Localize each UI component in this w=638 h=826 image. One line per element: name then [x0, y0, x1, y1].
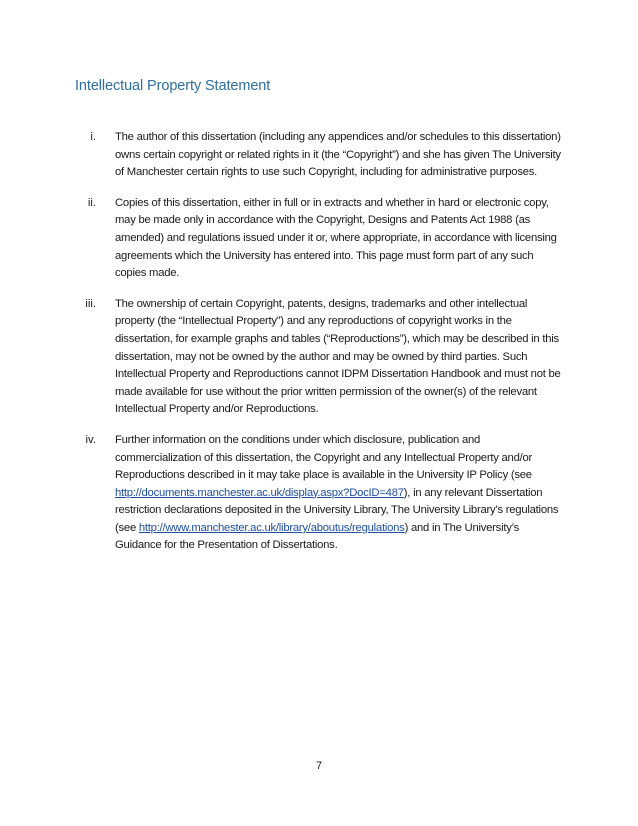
list-item — [0, 432, 638, 555]
item-number: ii. — [87, 196, 96, 209]
item-text-part: ) and in The University’s Guidance for the Presentation of Dissertations. — [115, 521, 520, 552]
page-heading: Intellectual Property Statement — [75, 78, 271, 94]
list-item — [0, 129, 638, 182]
library-regulations-link[interactable]: http://www.manchester.ac.uk/library/aboutus/regulations — [138, 521, 405, 534]
item-number: iv. — [85, 433, 96, 446]
item-text: The ownership of certain Copyright, patents, designs, trademarks and other intellectual property (the “Intellectual Property”) and any reproductions of copyright works in the dissertation, for example graphs and tables (“Reproductions”), which may be described in this dissertation, may not be owned by the author and may be owned by third parties. Such Intellectual Property and Reproductions cannot IDPM Dissertation Handbook and must not be made available for use without the prior written permission of the owner(s) of the relevant Intellectual Property and/or Reproductions. — [115, 297, 561, 416]
list-item — [0, 195, 638, 283]
statement-list — [0, 129, 638, 568]
item-text-part: Further information on the conditions under which disclosure, publication and commercialization of this dissertation, the Copyright and any Intellectual Property and/or Reproductions described in it may take place is available in the University IP Policy (see — [115, 433, 533, 482]
item-text-part: ), in any relevant Dissertation restriction declarations deposited in the University Library, The University Library’s regulations (see — [115, 486, 559, 534]
ip-policy-link[interactable]: http://documents.manchester.ac.uk/display.aspx?DocID=487 — [115, 486, 404, 499]
item-number: i. — [90, 131, 96, 143]
item-text: Copies of this dissertation, either in full or in extracts and whether in hard or electronic copy, may be made only in accordance with the Copyright, Designs and Patents Act 1988 (as amended) and regulations issued under it or, where appropriate, in accordance with licensing agreements which the University has entered into. This page must form part of any such copies made. — [115, 196, 557, 280]
page-number: 7 — [315, 760, 323, 772]
item-text: The author of this dissertation (including any appendices and/or schedules to this dissertation) owns certain copyright or related rights in it (the “Copyright”) and she has given The University of Manchester certain rights to use such Copyright, including for administrative purposes. — [115, 131, 561, 179]
item-text — [115, 432, 567, 555]
list-item — [0, 296, 638, 419]
item-number: iii. — [85, 297, 96, 310]
